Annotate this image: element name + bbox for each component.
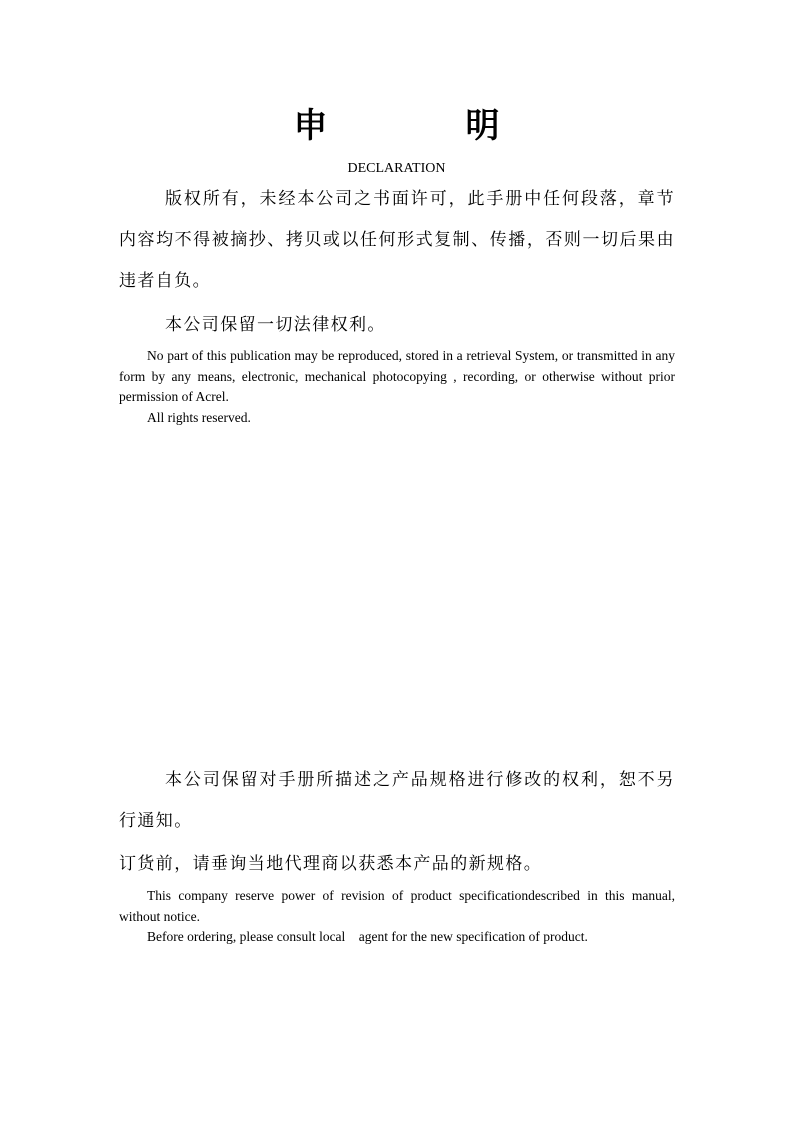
specification-paragraph-en: This company reserve power of revision of product specificationdescribed in this manual, without notice.: [119, 888, 675, 924]
page-title: 申 明: [293, 106, 552, 146]
rights-reserved-cn: 本公司保留一切法律权利。: [165, 315, 386, 335]
copyright-paragraph-cn: 版权所有，未经本公司之书面许可，此手册中任何段落，章节内容均不得被摘抄、拷贝或以任何形式复制、传播，否则一切后果由违者自负。: [119, 189, 675, 291]
specification-paragraph-cn: 本公司保留对手册所描述之产品规格进行修改的权利，恕不另行通知。: [119, 770, 675, 831]
specification-notice-en: [119, 886, 675, 948]
ordering-notice-cn: 订货前，请垂询当地代理商以获悉本产品的新规格。: [119, 854, 543, 874]
page-subtitle: DECLARATION: [347, 161, 446, 176]
ordering-notice-en: Before ordering, please consult local agent for the new specification of product.: [147, 929, 588, 944]
copyright-paragraph-en: No part of this publication may be reproduced, stored in a retrieval System, or transmitted in any form by any means, electronic, mechanical photocopying , recording, or otherwise without prior permission of Acrel.: [119, 348, 675, 404]
specification-notice-cn: [119, 760, 675, 842]
copyright-notice-cn: [119, 179, 675, 302]
copyright-notice-en: [119, 346, 675, 428]
rights-reserved-en: All rights reserved.: [147, 409, 251, 425]
